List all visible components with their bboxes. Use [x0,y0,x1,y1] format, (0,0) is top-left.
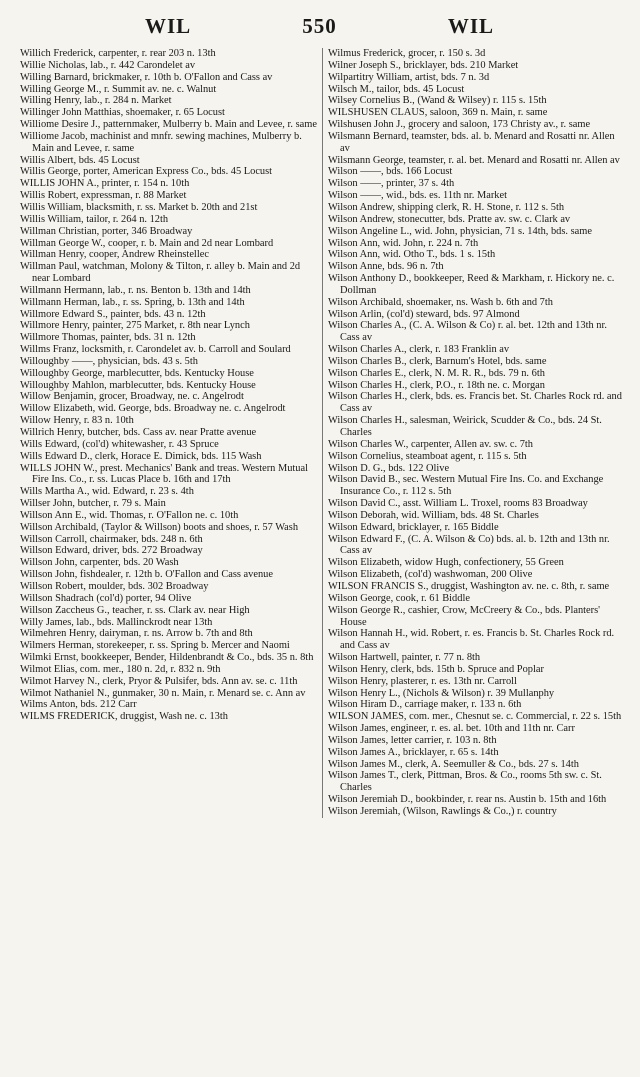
directory-entry: Willson John, carpenter, bds. 20 Wash [20,557,179,569]
directory-entry: WILSON FRANCIS S., druggist, Washington av. ne. c. 8th, r. same [328,580,610,592]
directory-entry: Wilsmann George, teamster, r. al. bet. Menard and Rosatti nr. Allen av [328,154,620,166]
right-column [323,48,626,818]
directory-entry: Wills Edward D., clerk, Horace E. Dimick, bds. 115 Wash [20,450,262,462]
directory-entry: Willson Zaccheus G., teacher, r. ss. Clark av. near High [20,604,250,616]
directory-entry: Wilmus Frederick, grocer, r. 150 s. 3d [328,48,486,59]
directory-entry: Willms Franz, locksmith, r. Carondelet av. b. Carroll and Soulard [20,344,291,356]
directory-entry: Willis Albert, bds. 45 Locust [20,154,140,166]
directory-entry: Williome Jacob, machinist and mnfr. sewing machines, Mulberry b. Main and Levee, r. same [20,130,302,154]
directory-entry: Wilson Charles W., carpenter, Allen av. sw. c. 7th [328,438,534,450]
directory-entry: Wilson James A., bricklayer, r. 65 s. 14th [328,746,499,758]
directory-entry: Wilson Anthony D., bookkeeper, Reed & Markham, r. Hickory ne. c. Dollman [328,273,615,296]
header-right-guide-word: WIL [447,14,494,38]
directory-entry: Wilson Charles A., clerk, r. 183 Franklin av [328,344,510,356]
directory-entry: Wilmot Elias, com. mer., 180 n. 2d, r. 832 n. 9th [20,663,221,675]
directory-entry: WILLIS JOHN A., printer, r. 154 n. 10th [20,178,190,190]
directory-entry: Wilson Henry, clerk, bds. 15th b. Spruce and Poplar [328,663,544,675]
directory-entry: Willow Benjamin, grocer, Broadway, ne. c. Angelrodt [20,391,244,403]
directory-entry: Willing Barnard, brickmaker, r. 10th b. O'Fallon and Cass av [20,71,273,83]
directory-entry: Willich Frederick, carpenter, r. rear 203 n. 13th [20,48,216,59]
directory-entry: Willmore Thomas, painter, bds. 31 n. 12th [20,332,196,344]
directory-entry: Wilson ——, printer, 37 s. 4th [328,178,455,190]
directory-entry: Wilmers Herman, storekeeper, r. ss. Spring b. Mercer and Naomi [20,640,290,652]
directory-entry: WILMS FREDERICK, druggist, Wash ne. c. 13th [20,711,228,723]
directory-entry: Wilson Charles E., clerk, N. M. R. R., bds. 79 n. 6th [328,367,545,379]
directory-entry: Willman Henry, cooper, Andrew Rheinstellec [20,249,209,261]
directory-entry: Wilson Elizabeth, (col'd) washwoman, 200 Olive [328,569,533,581]
directory-entry: Wilpartitry William, artist, bds. 7 n. 3d [328,71,490,83]
directory-entry: Wilson Charles H., clerk, P.O., r. 18th ne. c. Morgan [328,379,545,391]
directory-entry: Willow Henry, r. 83 n. 10th [20,415,134,427]
directory-entry: Wilson Ann, wid. Otho T., bds. 1 s. 15th [328,249,496,261]
directory-entry: Willis Robert, expressman, r. 88 Market [20,190,187,202]
directory-entry: Wilner Joseph S., bricklayer, bds. 210 Market [328,59,519,71]
directory-entry: Wilson Elizabeth, widow Hugh, confectionery, 55 Green [328,557,564,569]
directory-entry: Willie Nicholas, lab., r. 442 Carondelet av [20,59,196,71]
directory-entry: Wilson Hartwell, painter, r. 77 n. 8th [328,652,481,664]
directory-entry: Willoughby George, marblecutter, bds. Kentucky House [20,367,254,379]
directory-entry: Willing Henry, lab., r. 284 n. Market [20,95,172,107]
directory-entry: Wilson Henry, plasterer, r. es. 13th nr. Carroll [328,675,517,687]
directory-entry: Wilson Edward F., (C. A. Wilson & Co) bds. al. b. 12th and 13th nr. Cass av [328,533,610,557]
directory-entry: Wilsch M., tailor, bds. 45 Locust [328,83,465,95]
directory-entry: Willson Shadrach (col'd) porter, 94 Olive [20,592,192,604]
directory-entry: Wilson Cornelius, steamboat agent, r. 115 s. 5th [328,450,527,462]
directory-entry: Wilson Andrew, shipping clerk, R. H. Stone, r. 112 s. 5th [328,201,565,213]
directory-entry: Willson Carroll, chairmaker, bds. 248 n. 6th [20,533,203,545]
directory-columns [20,48,626,818]
directory-entry: Wilson Hiram D., carriage maker, r. 133 n. 6th [328,699,522,711]
directory-entry: Wilson James M., clerk, A. Seemuller & Co., bds. 27 s. 14th [328,758,579,770]
directory-entry: Willing George M., r. Summit av. ne. c. Walnut [20,83,217,95]
directory-entry: Willman Paul, watchman, Molony & Tilton, r. alley b. Main and 2d near Lombard [20,261,301,285]
directory-entry: Wilson ——, bds. 166 Locust [328,166,453,178]
directory-entry: Willson John, fishdealer, r. 12th b. O'Fallon and Cass avenue [20,569,273,581]
directory-entry: Willow Elizabeth, wid. George, bds. Broadway ne. c. Angelrodt [20,403,286,415]
directory-entry: Willis William, blacksmith, r. ss. Market b. 20th and 21st [20,201,258,213]
directory-entry: Wilmot Harvey N., clerk, Pryor & Pulsifer, bds. Ann av. se. c. 11th [20,675,298,687]
directory-entry: Wilsmann Bernard, teamster, bds. al. b. Menard and Rosatti nr. Allen av [328,130,615,154]
directory-entry: Wilson James, letter carrier, r. 103 n. 8th [328,734,497,746]
directory-entry: Wilson Hannah H., wid. Robert, r. es. Francis b. St. Charles Rock rd. and Cass av [328,628,615,652]
directory-entry: Wilson Henry L., (Nichols & Wilson) r. 39 Mullanphy [328,687,555,699]
directory-entry: Willmann Hermann, lab., r. ns. Benton b. 13th and 14th [20,284,251,296]
directory-entry: Wilmki Ernst, bookkeeper, Bender, Hildenbrandt & Co., bds. 35 n. 8th [20,652,314,664]
directory-entry: Wilson Ann, wid. John, r. 224 n. 7th [328,237,479,249]
directory-entry: Willinger John Matthias, shoemaker, r. 65 Locust [20,107,225,119]
directory-entry: Wilson Jeremiah, (Wilson, Rawlings & Co.,) r. country [328,806,557,817]
directory-entry: Willson Robert, moulder, bds. 302 Broadway [20,580,209,592]
page-number: 550 [302,14,337,38]
page-header [20,14,626,48]
directory-entry: Willoughby ——, physician, bds. 43 s. 5th [20,355,198,367]
directory-entry: Wilson ——, wid., bds. es. 11th nr. Market [328,190,507,202]
directory-entry: Willson Archibald, (Taylor & Willson) boots and shoes, r. 57 Wash [20,521,299,533]
directory-entry: Wilson D. G., bds. 122 Olive [328,462,450,474]
directory-entry: Wilson Charles H., salesman, Weirick, Scudder & Co., bds. 24 St. Charles [328,415,602,438]
directory-entry: Willmann Herman, lab., r. ss. Spring, b. 13th and 14th [20,296,245,308]
directory-entry: Wilson James, engineer, r. es. al. bet. 10th and 11th nr. Carr [328,723,575,735]
directory-entry: Wilson Jeremiah D., bookbinder, r. rear ns. Austin b. 15th and 16th [328,794,607,806]
directory-entry: Wilson Archibald, shoemaker, ns. Wash b. 6th and 7th [328,296,553,308]
directory-entry: Wilson James T., clerk, Pittman, Bros. & Co., rooms 5th sw. c. St. Charles [328,770,602,794]
directory-entry: Wilson Arlin, (col'd) steward, bds. 97 Almond [328,308,520,320]
directory-entry: Willser John, butcher, r. 79 s. Main [20,498,166,510]
directory-entry: Wilson Anne, bds. 96 n. 7th [328,261,444,273]
directory-entry: WILLS JOHN W., prest. Mechanics' Bank and treas. Western Mutual Fire Ins. Co., r. ss. Lucas Place b. 16th and 17th [20,462,308,486]
directory-entry: Wilson Edward, bricklayer, r. 165 Biddle [328,521,499,533]
directory-entry: Wilson David C., asst. William L. Troxel, rooms 83 Broadway [328,498,588,510]
directory-entry: WILSHUSEN CLAUS, saloon, 369 n. Main, r. same [328,107,548,119]
directory-entry: Wilson David B., sec. Western Mutual Fire Ins. Co. and Exchange Insurance Co., r. 112 s. 5th [328,474,604,498]
directory-entry: Wilson Charles B., clerk, Barnum's Hotel, bds. same [328,355,547,367]
directory-entry: WILSON JAMES, com. mer., Chesnut se. c. Commercial, r. 22 s. 15th [328,711,622,723]
directory-entry: Willson Ann E., wid. Thomas, r. O'Fallon ne. c. 10th [20,509,239,521]
directory-entry: Wilson George, cook, r. 61 Biddle [328,592,470,604]
directory-entry: Wilson Angeline L., wid. John, physician, 71 s. 14th, bds. same [328,225,592,237]
header-left-guide-word: WIL [145,14,192,38]
directory-entry: Willman Christian, porter, 346 Broadway [20,225,193,237]
directory-entry: Willmore Edward S., painter, bds. 43 n. 12th [20,308,206,320]
directory-entry: Wilson Deborah, wid. William, bds. 48 St. Charles [328,509,539,521]
directory-entry: Wilson Charles H., clerk, bds. es. Francis bet. St. Charles Rock rd. and Cass av [328,391,622,415]
directory-entry: Wilson George R., cashier, Crow, McCreery & Co., bds. Planters' House [328,604,601,628]
directory-entry: Wilson Andrew, stonecutter, bds. Pratte av. sw. c. Clark av [328,213,571,225]
directory-entry: Willis William, tailor, r. 264 n. 12th [20,213,169,225]
directory-entry: Wills Edward, (col'd) whitewasher, r. 43 Spruce [20,438,219,450]
directory-entry: Willis George, porter, American Express Co., bds. 45 Locust [20,166,273,178]
directory-entry: Wills Martha A., wid. Edward, r. 23 s. 4th [20,486,194,498]
directory-entry: Wilsey Cornelius B., (Wand & Wilsey) r. 115 s. 15th [328,95,547,107]
directory-entry: Wilmot Nathaniel N., gunmaker, 30 n. Main, r. Menard se. c. Ann av [20,687,306,699]
directory-entry: Willman George W., cooper, r. b. Main and 2d near Lombard [20,237,274,249]
directory-entry: Wilshusen John J., grocery and saloon, 173 Christy av., r. same [328,119,591,131]
directory-entry: Willson Edward, driver, bds. 272 Broadway [20,545,203,557]
directory-entry: Williome Desire J., patternmaker, Mulberry b. Main and Levee, r. same [20,119,317,131]
directory-entry: Willrich Henry, butcher, bds. Cass av. near Pratte avenue [20,427,257,438]
directory-entry: Wilson Charles A., (C. A. Wilson & Co) r. al. bet. 12th and 13th nr. Cass av [328,320,607,344]
directory-entry: Wilmehren Henry, dairyman, r. ns. Arrow b. 7th and 8th [20,628,253,640]
directory-entry: Willoughby Mahlon, marblecutter, bds. Kentucky House [20,379,256,391]
left-column [20,48,323,818]
directory-entry: Willy James, lab., bds. Mallinckrodt near 13th [20,616,213,628]
directory-entry: Wilms Anton, bds. 212 Carr [20,699,137,711]
directory-entry: Willmore Henry, painter, 275 Market, r. 8th near Lynch [20,320,250,332]
